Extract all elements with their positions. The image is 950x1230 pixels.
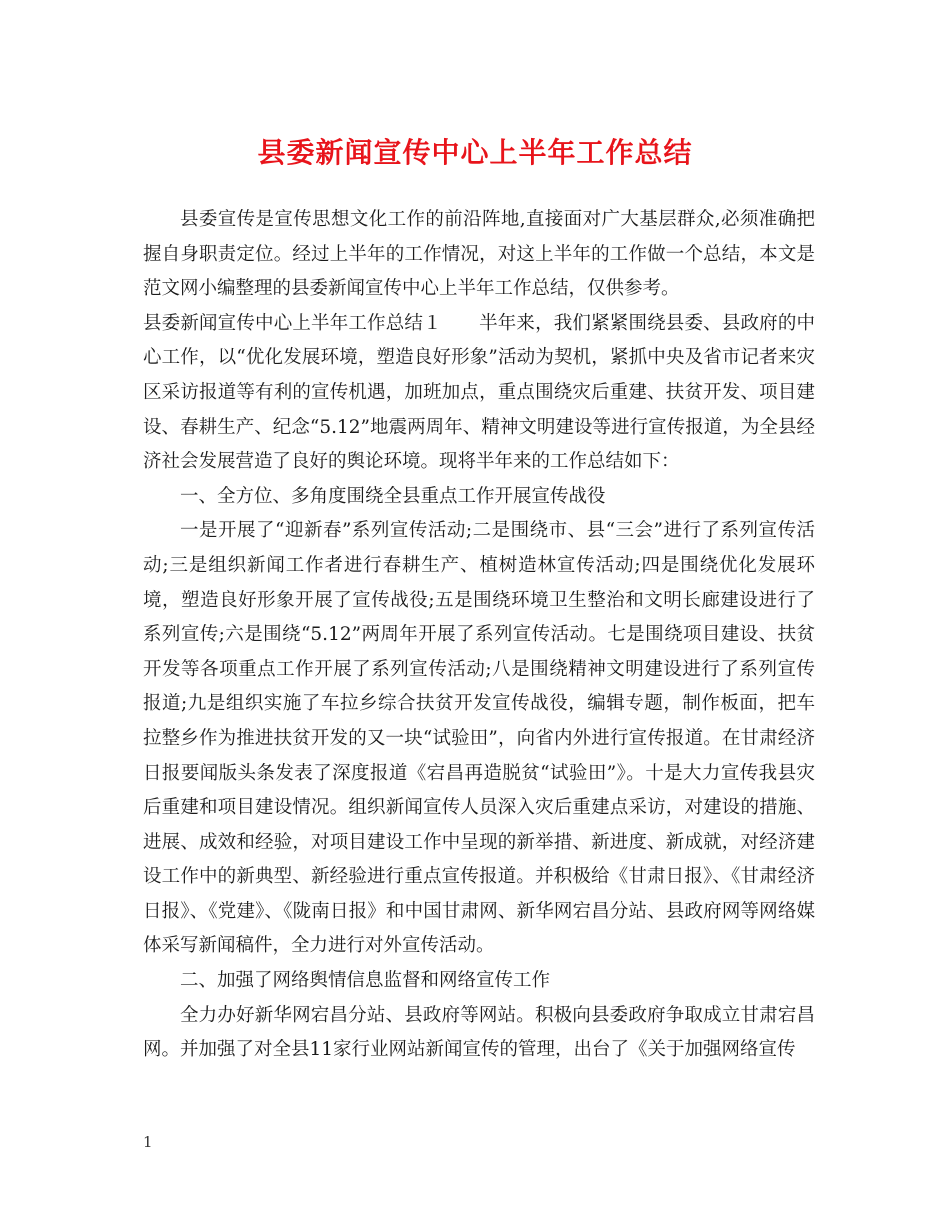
document-body xyxy=(143,203,815,1068)
page-number: 1 xyxy=(143,1133,153,1151)
paragraph-section-1: 一是开展了“迎新春”系列宣传活动;二是围绕市、县“三会”进行了系列宣传活动;三是组织新闻工作者进行春耕生产、植树造林宣传活动;四是围绕优化发展环境，塑造良好形象开展了宣传战役;五是围绕环境卫生整治和文明长廊建设进行了系列宣传;六是围绕“5.12”两周年开展了系列宣传活动。七是围绕项目建设、扶贫开发等各项重点工作开展了系列宣传活动;八是围绕精神文明建设进行了系列宣传报道;九是组织实施了车拉乡综合扶贫开发宣传战役，编辑专题，制作板面，把车拉整乡作为推进扶贫开发的又一块“试验田”，向省内外进行宣传报道。在甘肃经济日报要闻版头条发表了深度报道《宕昌再造脱贫“试验田”》。十是大力宣传我县灾后重建和项目建设情况。组织新闻宣传人员深入灾后重建点采访，对建设的措施、进展、成效和经验，对项目建设工作中呈现的新举措、新进度、新成就，对经济建设工作中的新典型、新经验进行重点宣传报道。并积极给《甘肃日报》、《甘肃经济日报》、《党建》、《陇南日报》和中国甘肃网、新华网宕昌分站、县政府网等网络媒体采写新闻稿件，全力进行对外宣传活动。 xyxy=(143,520,815,957)
section-heading-2: 二、加强了网络舆情信息监督和网络宣传工作 xyxy=(180,970,551,992)
paragraph-summary-1: 县委新闻宣传中心上半年工作总结１ 半年来，我们紧紧围绕县委、县政府的中心工作，以“优化发展环境，塑造良好形象”活动为契机，紧抓中央及省市记者来灾区采访报道等有利的宣传机遇，加班加点，重点围绕灾后重建、扶贫开发、项目建设、春耕生产、纪念“5.12”地震两周年、精神文明建设等进行宣传报道，为全县经济社会发展营造了良好的舆论环境。现将半年来的工作总结如下： xyxy=(143,312,815,473)
section-heading-1: 一、全方位、多角度围绕全县重点工作开展宣传战役 xyxy=(180,485,606,507)
paragraph-section-2: 全力办好新华网宕昌分站、县政府等网站。积极向县委政府争取成立甘肃宕昌网。并加强了对全县11家行业网站新闻宣传的管理，出台了《关于加强网络宣传 xyxy=(143,1004,815,1061)
document-title: 县委新闻宣传中心上半年工作总结 xyxy=(257,136,693,169)
paragraph-intro: 县委宣传是宣传思想文化工作的前沿阵地,直接面对广大基层群众,必须准确把握自身职责定位。经过上半年的工作情况，对这上半年的工作做一个总结，本文是范文网小编整理的县委新闻宣传中心上半年工作总结，仅供参考。 xyxy=(143,209,815,300)
